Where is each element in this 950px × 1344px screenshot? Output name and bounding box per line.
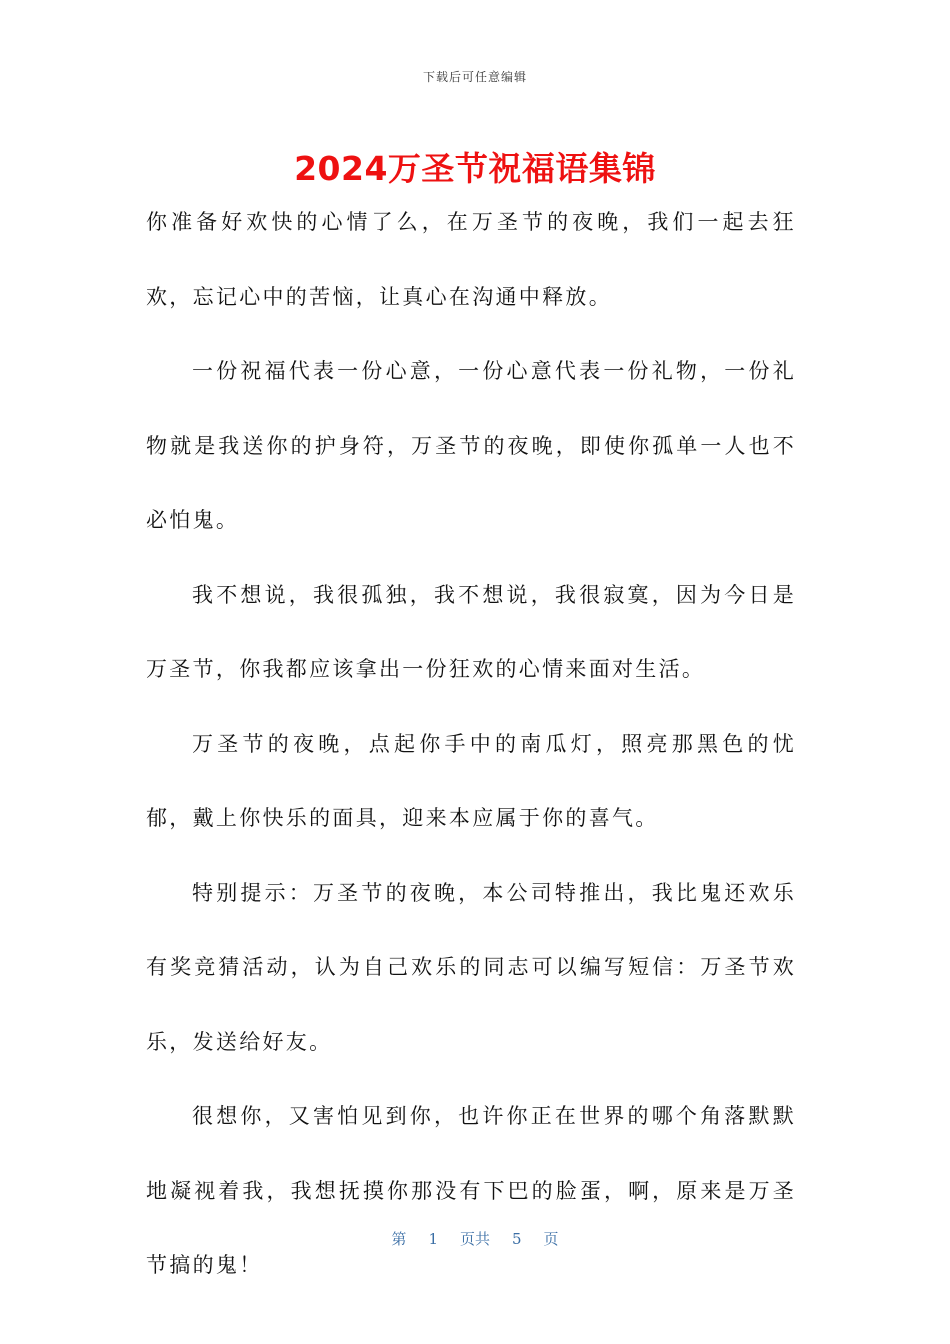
document-title: 2024万圣节祝福语集锦 xyxy=(294,149,656,188)
paragraph: 特别提示：万圣节的夜晚，本公司特推出，我比鬼还欢乐有奖竞猜活动，认为自己欢乐的同志可以编写短信：万圣节欢乐，发送给好友。 xyxy=(146,880,796,1054)
paragraph: 万圣节的夜晚，点起你手中的南瓜灯，照亮那黑色的忧郁，戴上你快乐的面具，迎来本应属于你的喜气。 xyxy=(146,731,796,830)
page-prefix: 第 xyxy=(391,1230,407,1248)
current-page-number: 1 xyxy=(428,1230,438,1248)
document-body xyxy=(146,185,796,1303)
page-footer xyxy=(0,1228,950,1249)
page-suffix: 页 xyxy=(543,1230,559,1248)
total-pages-number: 5 xyxy=(512,1230,522,1248)
header-note: 下载后可任意编辑 xyxy=(422,70,527,84)
page-middle: 页共 xyxy=(459,1230,490,1248)
paragraph: 你准备好欢快的心情了么，在万圣节的夜晚，我们一起去狂欢，忘记心中的苦恼，让真心在沟通中释放。 xyxy=(146,210,796,309)
paragraph: 一份祝福代表一份心意，一份心意代表一份礼物，一份礼物就是我送你的护身符，万圣节的夜晚，即使你孤单一人也不必怕鬼。 xyxy=(146,359,796,532)
paragraph: 很想你，又害怕见到你，也许你正在世界的哪个角落默默地凝视着我，我想抚摸你那没有下巴的脸蛋，啊，原来是万圣节搞的鬼！ xyxy=(146,1104,796,1277)
paragraph: 我不想说，我很孤独，我不想说，我很寂寞，因为今日是万圣节，你我都应该拿出一份狂欢的心情来面对生活。 xyxy=(146,582,796,681)
